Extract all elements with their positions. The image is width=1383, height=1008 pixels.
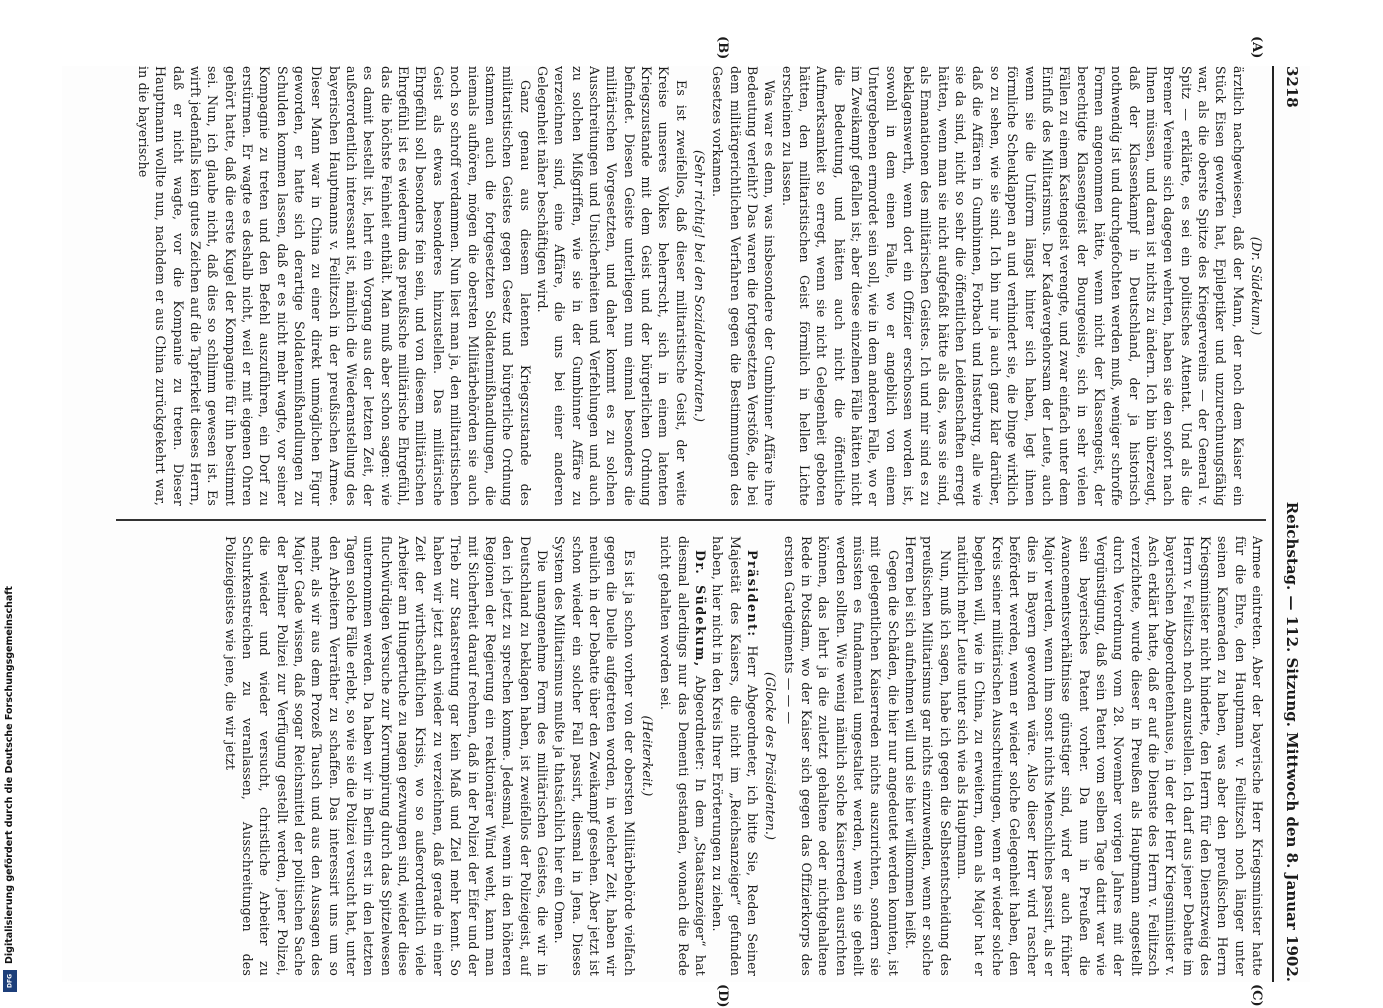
margin-marker-b: (B): [715, 36, 730, 60]
speaker-label: Dr. Südekum,: [693, 550, 708, 668]
paragraph: Was war es denn, was insbesondere der Gumbinner Affäre ihre Bedeutung verleiht? Das waren die fortgesetzten Verstöße, die bei dem militärgerichtlichen Verfahren gegen die Bestimmungen des Gesetzes vorkamen.: [710, 66, 778, 506]
paragraph: Gegen die Schäden, die hier nur angedeutet werden konnten, ist mit gelegentlichen Kaiserreden nichts auszurichten, sondern sie müssten es fundamental umgestaltet werden, wenn sie geheilt werden sollten. Wie wenig nämlich solche Kaiserreden ausrichten können, das lehrt ja die zuletzt gehaltene oder nichtgehaltene Rede in Potsdam, wo der Kaiser sich gegen das Offizierkorps des ersten Gardegiments — — —: [781, 536, 901, 976]
president-remark: [709, 536, 761, 976]
header-rule: [1272, 66, 1274, 982]
margin-marker-d: (D): [715, 984, 730, 1008]
speaker-continuation: (Dr. Südekum.): [1249, 236, 1264, 336]
right-column: [71, 536, 1266, 976]
page-header: [1274, 66, 1310, 982]
interjection: (Glocke des Präsidenten.): [763, 671, 779, 841]
president-label: Präsident:: [745, 550, 761, 638]
running-title: Reichstag. — 112. Sitzung. Mittwoch den 8. Januar 1902.: [1283, 501, 1301, 982]
page-number: 3218: [1283, 66, 1301, 108]
funding-notice: Digitalisierung gefördert durch die Deutsche Forschungsgemeinschaft: [4, 586, 15, 964]
rotated-page-content: [62, 36, 1310, 1008]
scanned-page: [62, 36, 1310, 1008]
paragraph: Die unangenehme Form des militärischen Geistes, die wir in Deutschland zu beklagen haben, ist zweifellos der Polizeigeist, auf den ich jetzt zu sprechen komme. Jedesmal, wenn in den höheren Regionen der Regierung ein reaktionärer Wind weht, kann man mit Sicherheit darauf rechnen, daß in der Polizei der Eifer und der Trieb zur Staatsrettung gar kein Maß und Ziel mehr kennt. So haben wir jetzt auch wieder zu verzeichnen, daß gerade in einer Zeit der wirthschaftlichen Krisis, wo so außerordentlich viele Arbeiter am Hungertuche zu nagen gezwungen sind, wieder diese fluchwürdigen Versuche zur Korrumpirung durch das Spitzelwesen unternommen werden. Da haben wir in Berlin erst in den letzten Tagen solche Fälle erlebt, so wie sie die Polizei versucht hat, unter den Arbeitern Verräther zu schaffen. Das interessirt uns um so mehr, als wir aus dem Prozeß Tausch und aus den Aussagen des Major Gade wissen, daß sogar Reichsmittel der politischen Sache der Berliner Polizei zur Verfügung gestellt werden, jener Polizei, die wieder und wieder versucht, christliche Arbeiter zu Schurkenstreichen zu veranlassen, Ausschreitungen des Polizeigeistes wie jene, die wir jetzt: [222, 536, 550, 976]
speaker-text: Abgeordneter: In dem „Staatsanzeiger“ hat diesmal allerdings nur das Dementi gestanden, wonach die Rede nicht gehalten worden sei.: [658, 536, 708, 976]
president-text: Herr Abgeordneter, ich bitte Sie, Reden Seiner Majestät des Kaisers, die nicht im „Reichsanzeiger“ gefunden haben, hier nicht in den Kreis Ihrer Erörterungen zu ziehen.: [710, 536, 761, 976]
interjection: (Sehr richtig! bei den Sozialdemokraten.): [692, 149, 707, 423]
paragraph: Ganz genau aus diesem latenten Kriegszustande des militaristischen Geistes gegen Gesetz und bürgerliche Ordnung stammen auch die fortgesetzten Soldatenmißhandlungen, die niemals aufhören, mögen die obersten Militärbehörden sie auch noch so schroff verdammen. Nun liest man ja, den militaristischen Geist als etwas besonderes hinzustellen. Das militärische Ehrgefühl soll besonders fein sein, und von diesem militärischen Ehrgefühl ist es wiederum das preußische militärische Ehrgefühl, das die höchste Feinheit enthält. Man muß aber schon sagen: wie es damit bestellt ist, lehrt ein Vorgang aus der letzten Zeit, der außerordentlich interessant ist, nämlich die Wiederanstellung des bayerischen Hauptmanns v. Feilitzsch in der preußischen Armee. Dieser Mann war in China zu einer direkt unmöglichen Figur geworden, er hatte sich derartige Soldatenmißhandlungen zu Schulden kommen lassen, daß er es nicht mehr wagte, vor seiner Kompagnie zu treten und den Befehl auszuführen, ein Dorf zu erstürmen. Er wagte es deshalb nicht, weil er mit eigenen Ohren gehört hatte, daß die erste Kugel der Kompagnie für ihn bestimmt sei. Nun, ich glaube nicht, daß dies so schlimm gewesen ist. Es wirft jedenfalls kein gutes Zeichen auf die Tapferkeit dieses Herrn, daß er nicht wagte, vor die Kompanie zu treten. Dieser Hauptmann wollte nun, nachdem er aus China zurückgekehrt war, in die bayerische: [136, 66, 533, 506]
paragraph: ärztlich nachgewiesen, daß der Mann, der noch dem Kaiser ein Stück Eisen geworfen hat, Epileptiker und unzurechnungsfähig war, als die oberste Spitze des Kriegervereins — der General v. Spitz — erklärte, es sei ein politisches Attentat. Und als die Bremer Vereine sich dagegen wehrten, haben sie den sofort nach Ihnen müssen, und daran ist nichts zu ändern. Ich bin überzeugt, daß der Klassenkampf in Deutschland, der ja historisch nothwendig ist und durchgefochten werden muß, weniger schroffe Formen angenommen hätte, wenn nicht der Klassengeist, der berechtigte Klassengeist der Bourgeoisie, sich in sehr vielen Fällen zu einem Kastengeist verengte, und zwar einfach unter dem Einfluß des Militarismus. Der Kadavergehorsam der Leute, auch wenn sie die Uniform längst hinter sich haben, legt ihnen förmliche Scheuklappen an und verhindert sie, die Dinge wirklich so zu sehen, wie sie sind. Ich bin nur ja auch ganz klar darüber, daß die Affären in Gumbinnen, Forbach und Insterburg, alle wie sie da sind, nicht so sehr die öffentlichen Leidenschaften erregt hätten, wenn man sie nicht aufgefaßt hätte als das, was sie sind, als Emanationen des militärischen Geistes. Ich und mir sind es zu beklagenswerth, wenn dort ein Offizier erschossen worden ist, sowohl in dem einen Falle, wo er angeblich von einem Untergebenen ermordet sein soll, wie in dem anderen Falle, wo er im Zweikampf gefallen ist; aber diese einzelnen Fälle hätten nicht die Bedeutung, und hätten auch nicht die öffentliche Aufmerksamkeit so erregt, wenn sie nicht Gelegenheit geboten hätten, den militaristischen Geist förmlich in hellen Lichte erscheinen zu lassen.: [779, 66, 1246, 506]
speaker-remark: [657, 536, 709, 976]
left-column: [71, 66, 1266, 506]
interjection: (Heiterkeit.): [639, 715, 655, 797]
digitization-sidebar: [0, 0, 22, 1000]
paragraph: Armee eintreten. Aber der bayerische Herr Kriegsminister hatte für die Ehre, den Hauptmann v. Feilitzsch noch länger unter seinen Kameraden zu haben, was aber den preußischen Herrn Kriegsminister nicht hinderte, den Herrn für den Dienstzweig des Herrn v. Feilitzsch noch anzustellen. Ich darf aus jener Debatte im bayerischen Abgeordnetenhause, in der der Herr Kriegsminister v. Asch erklärt hatte, daß er auf die Dienste des Herrn v. Feilitzsch verzichtete, wurde dieser in Preußen als Hauptmann angestellt durch Verordnung vom 28. November vorigen Jahres mit der Vergünstigung, daß sein Patent vom selben Tage datirt war wie sein bayerisches Patent vorher. Da nun in Preußen die Avancementsverhältnisse günstiger sind, wird er auch früher Major werden, wenn ihm sonst nichts Menschliches passirt, als er dies in Bayern geworden wäre. Also dieser Herr wird rascher befördert werden, wenn er wieder solche Gelegenheit haben, den Kreis seiner militärischen Ausschreitungen, wenn er wieder solche begehen will, wie in China, zu erweitern, denn als Major hat er natürlich mehr Leute unter sich wie als Hauptmann.: [955, 536, 1265, 976]
paragraph: Es ist zweifellos, daß dieser militaristische Geist, der weite Kreise unseres Volkes beherrscht, sich in einem latenten Kriegszustande mit dem Geist und der bürgerlichen Ordnung befindet. Diesen Geiste unterliegen nun einmal besonders die militärischen Vorgesetzten, und daher kommt es zu solchen Ausschreitungen und Unsicherheiten und Verfehlungen und auch zu solchen Mißgriffen, wie sie in der Gumbinner Affäre zu verzeichnen sind, eine Affäre, die uns bei einer anderen Gelegenheit näher beschäftigen wird.: [534, 66, 689, 506]
margin-marker-a: (A): [1249, 36, 1264, 59]
paragraph: Es ist ja schon vorher von der obersten Militärbehörde vielfach gegen die Duelle aufgetreten worden, in welcher Zeit, haben wir neulich in der Debatte über den Zweikampf gesehen. Aber jetzt ist schon wieder ein solcher Fall passirt, diesmal in Jena. Dieses System des Militarismus mußte ja thatsächlich hier ein Omen.: [552, 536, 637, 976]
margin-marker-c: (C): [1249, 984, 1264, 1007]
dfg-logo-icon: DFG: [3, 970, 17, 992]
paragraph: Nun, muß ich sagen, habe ich gegen die Selbstentscheidung des preußischen Militarismus gar nichts einzuwenden, wenn er solche Herren bei sich aufnehmen will und sie hier willkommen heißt.: [903, 536, 953, 976]
column-divider: [116, 519, 1266, 521]
